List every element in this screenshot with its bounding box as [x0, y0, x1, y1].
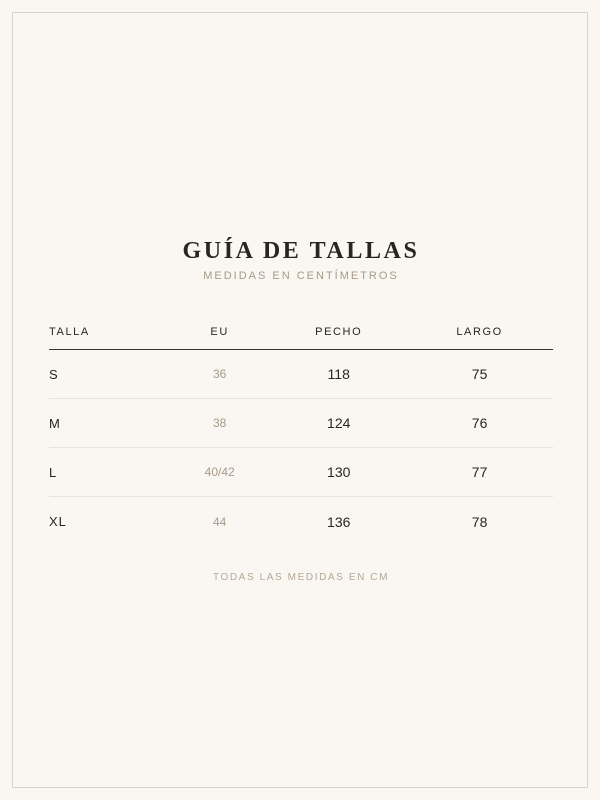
table-row: [49, 448, 553, 497]
largo-cell: 75: [471, 366, 488, 382]
largo-cell: 77: [471, 464, 488, 480]
table-row: [49, 350, 553, 399]
page-title: GUÍA DE TALLAS: [182, 238, 420, 264]
talla-cell: S: [49, 366, 59, 382]
size-guide-content: [49, 237, 553, 583]
size-guide-card: [12, 12, 588, 788]
page-subtitle: MEDIDAS EN CENTÍMETROS: [203, 270, 399, 282]
eu-cell: 40/42: [204, 465, 235, 479]
header-largo: LARGO: [456, 326, 503, 338]
largo-cell: 76: [471, 415, 488, 431]
table-row: [49, 497, 553, 546]
talla-cell: M: [49, 415, 61, 431]
talla-cell: L: [49, 464, 58, 480]
header-eu: EU: [210, 326, 229, 338]
largo-cell: 78: [471, 513, 488, 530]
table-row: [49, 399, 553, 448]
eu-cell: 36: [212, 367, 227, 381]
eu-cell: 38: [212, 416, 227, 430]
pecho-cell: 124: [327, 415, 351, 431]
talla-cell: XL: [49, 514, 67, 529]
pecho-cell: 136: [327, 513, 351, 530]
footnote: TODAS LAS MEDIDAS EN CM: [212, 572, 390, 583]
size-table: [49, 313, 553, 546]
header-pecho: PECHO: [315, 326, 363, 338]
eu-cell: 44: [212, 514, 227, 529]
header-talla: TALLA: [49, 326, 90, 338]
pecho-cell: 118: [327, 366, 350, 382]
table-header-row: [49, 313, 553, 350]
pecho-cell: 130: [327, 464, 351, 480]
